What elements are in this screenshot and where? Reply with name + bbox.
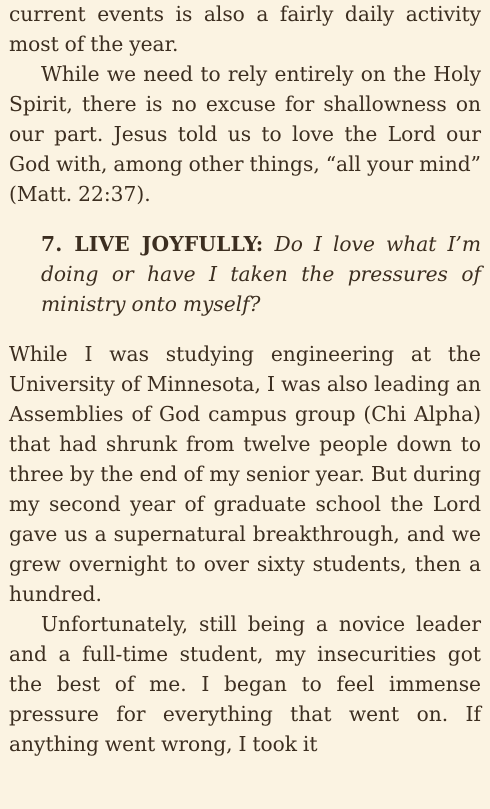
section-heading-question: Do I love what I’m doing or have I taken the pressures of ministry onto myself? — [41, 232, 481, 316]
section-heading — [9, 229, 481, 319]
body-paragraph: current events is also a fairly daily activity most of the year. — [9, 2, 481, 56]
body-paragraph: While I was studying engineering at the University of Minnesota, I was also leading an Assemblies of God campus group (Chi Alpha) that had shrunk from twelve people down to three by the end of my senior year. But during my second year of graduate school the Lord gave us a supernatural breakthrough, and we grew overnight to over sixty students, then a hundred. — [9, 342, 481, 606]
body-paragraph: Unfortunately, still being a novice leader and a full-time student, my insecurities got the best of me. I began to feel immense pressure for everything that went on. If anything went wrong, I took it — [9, 612, 481, 756]
spacer — [9, 319, 481, 339]
spacer — [9, 209, 481, 229]
body-paragraph: While we need to rely entirely on the Holy Spirit, there is no excuse for shallowness on our part. Jesus told us to love the Lord our God with, among other things, “all your mind” (Matt. 22:37). — [9, 62, 481, 206]
section-heading-label: 7. LIVE JOYFULLY: — [41, 232, 264, 256]
